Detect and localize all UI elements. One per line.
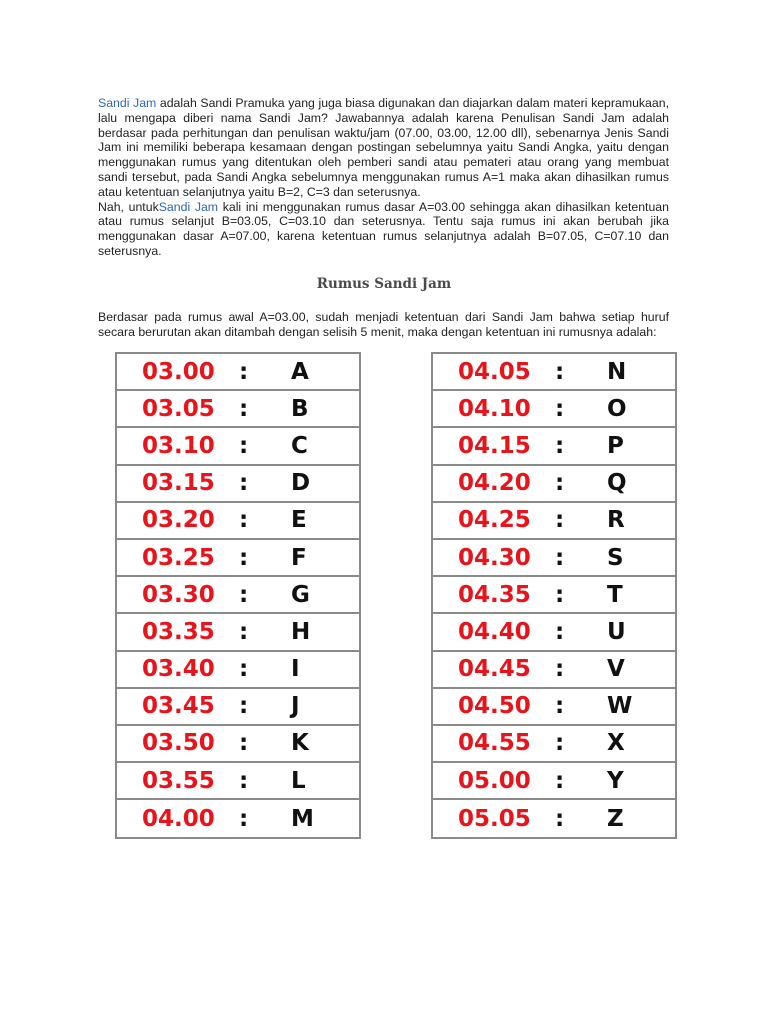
cipher-letter: A: [291, 358, 309, 385]
section-heading: Rumus Sandi Jam: [316, 276, 452, 292]
cipher-separator: :: [555, 730, 565, 757]
cipher-row: [433, 466, 675, 503]
cipher-letter: K: [291, 730, 309, 757]
cipher-row: [433, 428, 675, 465]
intro-text: [98, 96, 669, 259]
cipher-separator: :: [555, 395, 565, 422]
cipher-separator: :: [555, 358, 565, 385]
cipher-time: 03.00: [142, 358, 215, 385]
cipher-time: 03.20: [142, 507, 215, 534]
cipher-row: [117, 577, 359, 614]
cipher-time: 03.25: [142, 544, 215, 571]
cipher-row: [117, 391, 359, 428]
cipher-row: [433, 503, 675, 540]
cipher-separator: :: [239, 507, 249, 534]
cipher-separator: :: [555, 693, 565, 720]
cipher-letter: J: [291, 693, 300, 720]
cipher-row: [433, 689, 675, 726]
intro-paragraph-1: [98, 96, 669, 200]
cipher-letter: R: [607, 507, 625, 534]
cipher-time: 04.00: [142, 805, 215, 832]
cipher-table-right: [431, 352, 677, 839]
cipher-time: 04.15: [458, 432, 531, 459]
cipher-letter: D: [291, 470, 311, 497]
cipher-letter: B: [291, 395, 309, 422]
cipher-letter: Z: [607, 805, 624, 832]
cipher-time: 04.50: [458, 693, 531, 720]
cipher-row: [117, 354, 359, 391]
cipher-letter: T: [607, 581, 623, 608]
cipher-separator: :: [555, 767, 565, 794]
cipher-separator: :: [239, 432, 249, 459]
cipher-letter: F: [291, 544, 307, 571]
cipher-separator: :: [239, 358, 249, 385]
cipher-letter: I: [291, 656, 300, 683]
cipher-time: 05.05: [458, 805, 531, 832]
cipher-separator: :: [555, 544, 565, 571]
cipher-row: [433, 391, 675, 428]
cipher-row: [117, 466, 359, 503]
intro-p2-lead: Nah, untuk: [98, 199, 159, 214]
cipher-letter: V: [607, 656, 625, 683]
cipher-separator: :: [555, 470, 565, 497]
cipher-separator: :: [239, 544, 249, 571]
sandi-jam-link[interactable]: Sandi Jam: [98, 96, 157, 110]
cipher-separator: :: [239, 470, 249, 497]
cipher-row: [433, 726, 675, 763]
cipher-separator: :: [555, 805, 565, 832]
cipher-time: 04.25: [458, 507, 531, 534]
cipher-time: 03.50: [142, 730, 215, 757]
cipher-time: 04.20: [458, 470, 531, 497]
cipher-row: [117, 428, 359, 465]
cipher-separator: :: [555, 618, 565, 645]
cipher-row: [117, 726, 359, 763]
cipher-separator: :: [239, 693, 249, 720]
intro-p2-text: kali ini menggunakan rumus dasar A=03.00 sehingga akan dihasilkan ketentuan atau rumus selanjut B=03.05, C=03.10 dan seterusnya. Tentu saja rumus ini akan berubah jika menggunakan dasar A=07.00, karena ketentuan rumus selanjutnya adalah B=07.05, C=07.10 dan seterusnya.: [98, 199, 669, 258]
cipher-separator: :: [239, 805, 249, 832]
cipher-row: [117, 763, 359, 800]
cipher-letter: W: [607, 693, 633, 720]
cipher-row: [117, 540, 359, 577]
cipher-time: 03.55: [142, 767, 215, 794]
formula-text: Berdasar pada rumus awal A=03.00, sudah menjadi ketentuan dari Sandi Jam bahwa setiap huruf secara berurutan akan ditambah dengan selisih 5 menit, maka dengan ketentuan ini rumusnya adalah:: [98, 310, 669, 339]
cipher-time: 03.05: [142, 395, 215, 422]
cipher-letter: U: [607, 618, 626, 645]
cipher-letter: P: [607, 432, 624, 459]
cipher-row: [433, 614, 675, 651]
cipher-separator: :: [239, 395, 249, 422]
cipher-table-left: [115, 352, 361, 839]
cipher-row: [117, 800, 359, 837]
cipher-letter: G: [291, 581, 310, 608]
cipher-letter: C: [291, 432, 308, 459]
cipher-time: 04.40: [458, 618, 531, 645]
cipher-letter: S: [607, 544, 624, 571]
cipher-row: [117, 689, 359, 726]
cipher-separator: :: [239, 581, 249, 608]
cipher-time: 04.30: [458, 544, 531, 571]
cipher-separator: :: [239, 767, 249, 794]
cipher-time: 04.55: [458, 730, 531, 757]
cipher-row: [433, 763, 675, 800]
cipher-time: 03.40: [142, 656, 215, 683]
cipher-time: 03.15: [142, 470, 215, 497]
cipher-row: [433, 540, 675, 577]
cipher-letter: O: [607, 395, 627, 422]
intro-paragraph-2: [98, 200, 669, 259]
cipher-letter: H: [291, 618, 311, 645]
cipher-time: 05.00: [458, 767, 531, 794]
cipher-time: 03.10: [142, 432, 215, 459]
cipher-time: 03.30: [142, 581, 215, 608]
cipher-row: [117, 652, 359, 689]
cipher-separator: :: [555, 581, 565, 608]
cipher-letter: L: [291, 767, 306, 794]
cipher-separator: :: [555, 432, 565, 459]
cipher-row: [433, 577, 675, 614]
cipher-letter: Q: [607, 470, 627, 497]
cipher-separator: :: [555, 507, 565, 534]
cipher-separator: :: [239, 656, 249, 683]
cipher-separator: :: [239, 730, 249, 757]
cipher-letter: N: [607, 358, 627, 385]
cipher-letter: Y: [607, 767, 624, 794]
cipher-row: [433, 800, 675, 837]
cipher-letter: E: [291, 507, 307, 534]
cipher-letter: X: [607, 730, 625, 757]
cipher-time: 04.35: [458, 581, 531, 608]
intro-p1-text: adalah Sandi Pramuka yang juga biasa digunakan dan diajarkan dalam materi kepramukaan, lalu mengapa diberi nama Sandi Jam? Jawabannya adalah karena Penulisan Sandi Jam adalah berdasar pada perhitungan dan penulisan waktu/jam (07.00, 03.00, 12.00 dll), sebenarnya Jenis Sandi Jam ini memiliki beberapa kesamaan dengan postingan sebelumnya yaitu Sandi Angka, yaitu dengan menggunakan rumus yang ditentukan oleh pemberi sandi atau pemateri atau orang yang membuat sandi tersebut, pada Sandi Angka sebelumnya menggunakan rumus A=1 maka akan dihasilkan rumus atau ketentuan selanjutnya yaitu B=2, C=3 dan seterusnya.: [98, 96, 669, 199]
cipher-row: [117, 503, 359, 540]
sandi-jam-link-2[interactable]: Sandi Jam: [158, 199, 219, 214]
cipher-time: 03.35: [142, 618, 215, 645]
cipher-time: 03.45: [142, 693, 215, 720]
cipher-row: [117, 614, 359, 651]
cipher-separator: :: [555, 656, 565, 683]
cipher-time: 04.45: [458, 656, 531, 683]
cipher-time: 04.10: [458, 395, 531, 422]
cipher-row: [433, 354, 675, 391]
cipher-time: 04.05: [458, 358, 531, 385]
cipher-letter: M: [291, 805, 314, 832]
cipher-separator: :: [239, 618, 249, 645]
cipher-row: [433, 652, 675, 689]
